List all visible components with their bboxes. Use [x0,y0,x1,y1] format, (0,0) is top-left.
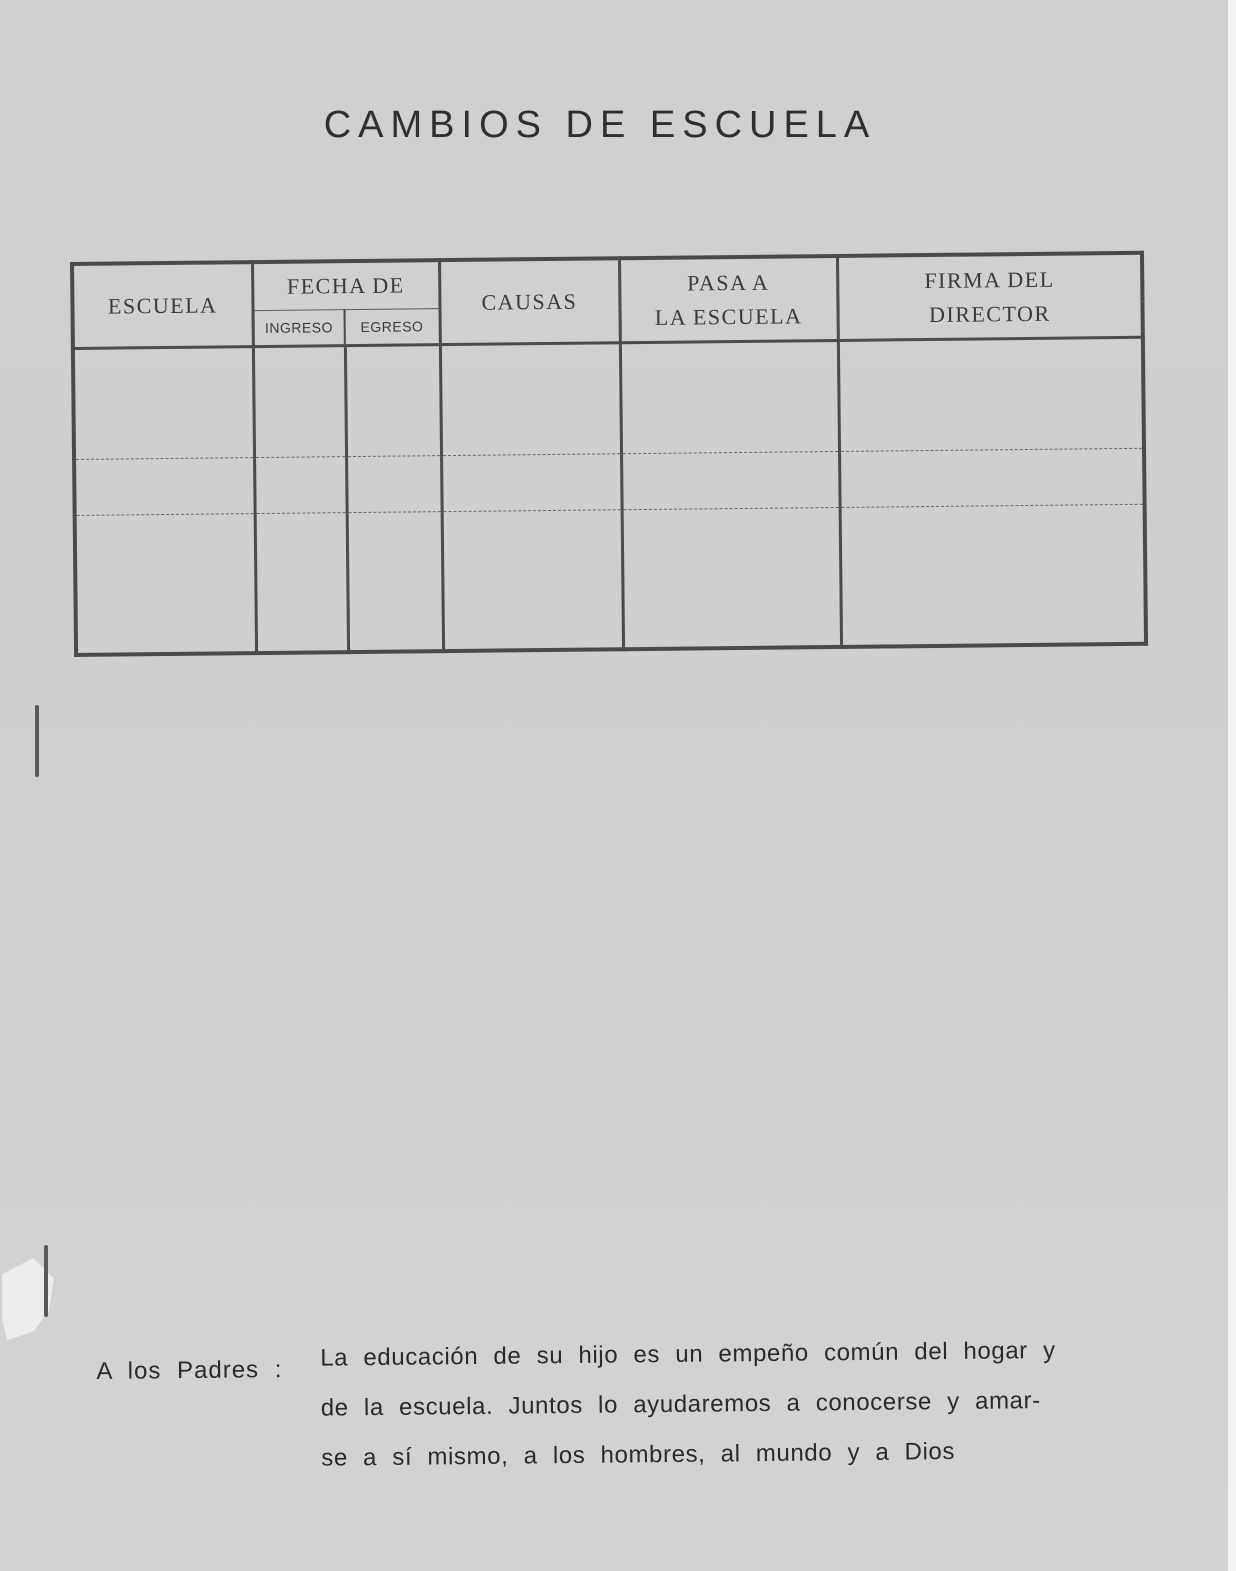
note-body [320,1325,1172,1484]
staple-icon [44,1245,48,1317]
header-ingreso: INGRESO [253,310,345,347]
header-causas: CAUSAS [439,258,620,344]
header-pasa-a-line2: LA ESCUELA [654,302,803,330]
cell-causas [440,343,621,456]
note-line: La educación de su hijo es un empeño común del hogar y [320,1336,1056,1372]
cell-ingreso [253,346,346,458]
cell-escuela [74,458,255,516]
table-row [73,337,1144,460]
cell-causas [442,510,623,651]
staple-icon [35,705,39,777]
cell-causas [441,454,622,512]
header-firma-line1: FIRMA DEL [924,266,1055,293]
cell-firma [838,337,1144,452]
header-firma-line2: DIRECTOR [928,300,1051,327]
note-label: A los Padres : [96,1356,283,1385]
cell-egreso [347,512,443,652]
table-row [75,504,1146,655]
school-changes-table-wrapper [70,251,1144,657]
school-changes-table [70,251,1148,657]
header-firma-del-director [837,253,1143,341]
cell-firma [840,504,1146,647]
header-pasa-a-la-escuela [619,256,838,343]
header-egreso: EGRESO [345,309,440,346]
cell-pasa-a [622,508,841,650]
header-fecha-de: FECHA DE [252,260,439,310]
header-escuela: ESCUELA [72,262,253,348]
cell-escuela [73,347,254,460]
cell-egreso [345,345,441,457]
cell-escuela [75,514,256,655]
cell-pasa-a [620,340,839,454]
cell-ingreso [255,513,348,653]
note-line: se a sí mismo, a los hombres, al mundo y a Dios [321,1438,956,1472]
header-pasa-a-line1: PASA A [687,269,770,296]
page-title: CAMBIOS DE ESCUELA [323,104,877,146]
page-edge [1228,0,1236,1571]
cell-pasa-a [621,452,840,510]
cell-egreso [346,456,442,513]
cell-firma [839,449,1145,508]
cell-ingreso [254,457,347,514]
note-line: de la escuela. Juntos lo ayudaremos a conocerse y amar- [320,1387,1041,1422]
